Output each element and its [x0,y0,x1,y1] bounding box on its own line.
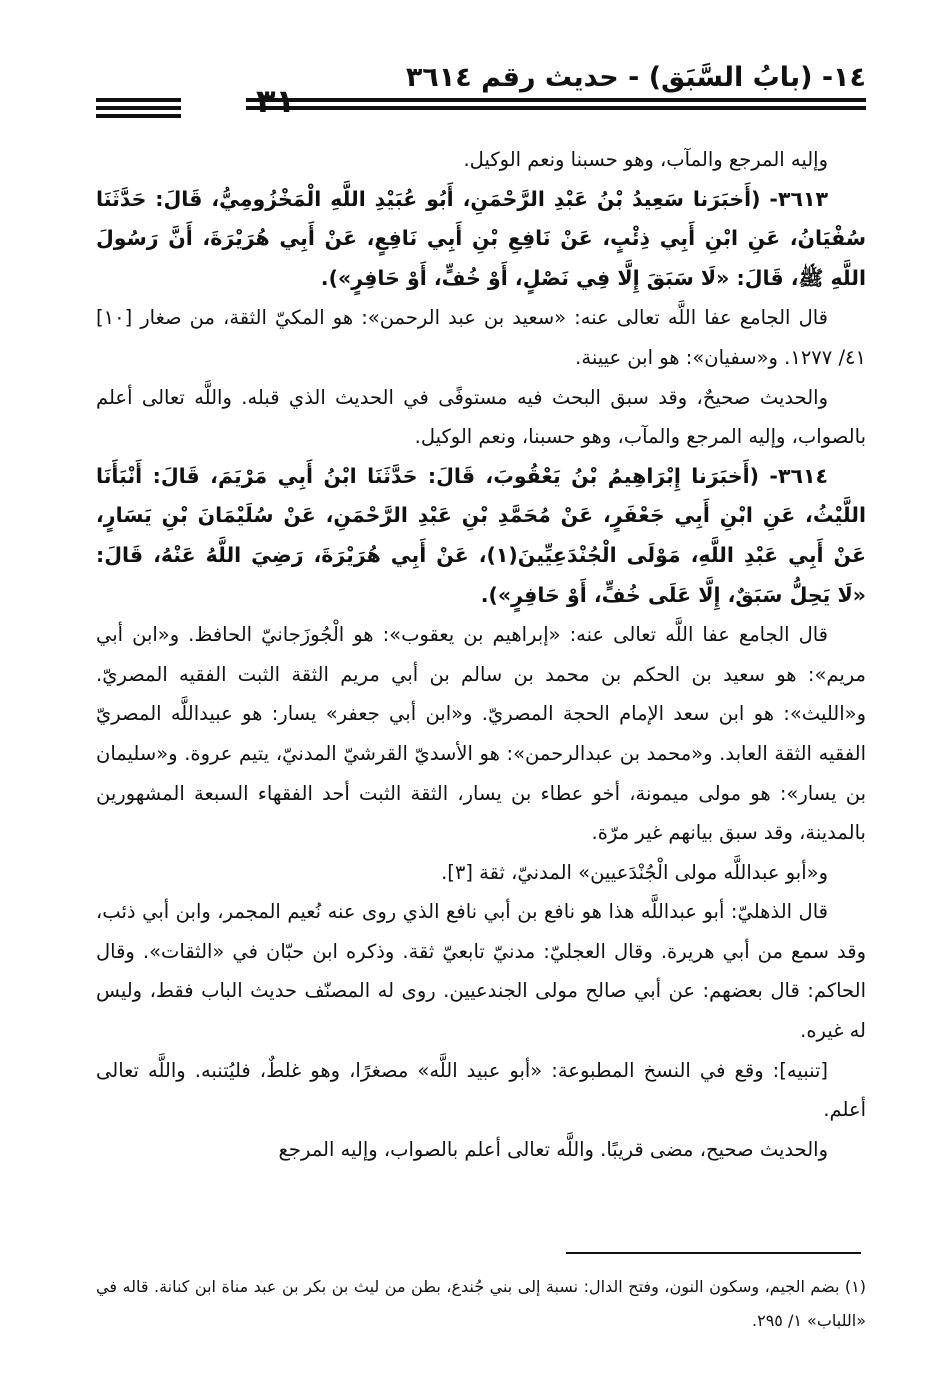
commentary-paragraph: قال الجامع عفا اللَّه تعالى عنه: «سعيد بن عبد الرحمن»: هو المكيّ الثقة، من صغار [١٠] ٤١/ ١٢٧٧. و«سفيان»: هو ابن عيينة. [96,306,866,369]
hadith-paragraph: ٣٦١٤- (أَخبَرَنا إِبْرَاهِيمُ بْنُ يَعْقُوبَ، قَالَ: حَدَّثَنَا ابْنُ أَبِي مَرْيَمَ، قَالَ: أَنْبَأَنَا اللَّيْثُ، عَنِ ابْنِ أَبِي جَعْفَرٍ، عَنْ مُحَمَّدِ بْنِ عَبْدِ الرَّحْمَنِ، عَنْ سُلَيْمَانَ بْنِ يَسَارٍ، عَنْ أَبِي عَبْدِ اللَّهِ، مَوْلَى الْجُنْدَعِيِّينَ(١)، عَنْ أَبِي هُرَيْرَةَ، رَضِيَ اللَّهُ عَنْهُ، قَالَ: «لَا يَحِلُّ سَبَقٌ، إِلَّا عَلَى خُفٍّ، أَوْ حَافِرٍ»). [96,463,866,607]
paragraph: والحديث صحيح، مضى قريبًا. واللَّه تعالى أعلم بالصواب، وإليه المرجع [278,1137,828,1161]
running-header [96,62,866,122]
main-text [96,140,866,1169]
commentary-paragraph: قال الجامع عفا اللَّه تعالى عنه: «إبراهيم بن يعقوب»: هو الْجُوزَجانيّ الحافظ. و«ابن أبي مريم»: هو سعيد بن الحكم بن محمد بن سالم بن أبي مريم الثقة الثبت الفقيه المصريّ. و«الليث»: هو ابن سعد الإمام الحجة المصريّ. و«ابن أبي جعفر» يسار: هو عبيداللَّه المصريّ الفقيه الثقة العابد. و«محمد بن عبدالرحمن»: هو الأسديّ القرشيّ المدنيّ، يتيم عروة. و«سليمان بن يسار»: هو مولى ميمونة، أخو عطاء بن يسار، الثقة الثبت أحد الفقهاء السبعة المشهورين بالمدينة، وقد سبق بيانهم غير مرّة. [96,623,866,845]
paragraph: وإليه المرجع والمآب، وهو حسبنا ونعم الوكيل. [463,148,828,171]
header-rule [96,114,181,118]
header-rule [246,98,866,102]
paragraph: والحديث صحيحٌ، وقد سبق البحث فيه مستوفًى في الحديث الذي قبله. واللَّه تعالى أعلم بالصواب، وإليه المرجع والمآب، وهو حسبنا، ونعم الوكيل. [96,385,866,449]
paragraph: قال الذهليّ: أبو عبداللَّه هذا هو نافع بن أبي نافع الذي روى عنه نُعيم المجمر، وابن أبي ذئب، وقد سمع من أبي هريرة. وقال العجليّ: مدنيّ تابعيّ ثقة. وذكره ابن حبّان في «الثقات». وقال الحاكم: قال بعضهم: عن أبي صالح مولى الجندعيين. روى له المصنّف حديث الباب فقط، وليس له غيره. [96,900,866,1043]
note-paragraph: [تنبيه]: وقع في النسخ المطبوعة: «أبو عبيد اللَّه» مصغرًا، وهو غلطٌ، فليُتنبه. واللَّه تعالى أعلم. [96,1058,866,1122]
footnote-rule [566,1252,861,1254]
header-rule [246,106,866,110]
paragraph: و«أبو عبداللَّه مولى الْجُنْدَعيين» المدنيّ، ثقة [٣]. [441,860,828,884]
chapter-title: ١٤- (بابُ السَّبَق) - حديث رقم ٣٦١٤ [405,62,866,93]
header-rule [96,98,181,102]
hadith-paragraph: ٣٦١٣- (أَخبَرَنا سَعِيدُ بْنُ عَبْدِ الرَّحْمَنِ، أَبُو عُبَيْدِ اللَّهِ الْمَخْزُومِيُّ، قَالَ: حَدَّثَنَا سُفْيَانُ، عَنِ ابْنِ أَبِي ذِئْبٍ، عَنْ نَافِعِ بْنِ أَبِي نَافِعٍ، عَنْ أَبِي هُرَيْرَةَ، أَنَّ رَسُولَ اللَّهِ ﷺ، قَالَ: «لَا سَبَقَ إِلَّا فِي نَصْلٍ، أَوْ خُفٍّ، أَوْ حَافِرٍ»). [96,186,866,290]
footnote: (١) بضم الجيم، وسكون النون، وفتح الدال: نسبة إلى بني جُندع، بطن من ليث بن بكر بن عبد مناة ابن كنانة. قاله في «اللباب» ١/ ٢٩٥. [96,1277,866,1330]
header-rule [96,106,181,110]
